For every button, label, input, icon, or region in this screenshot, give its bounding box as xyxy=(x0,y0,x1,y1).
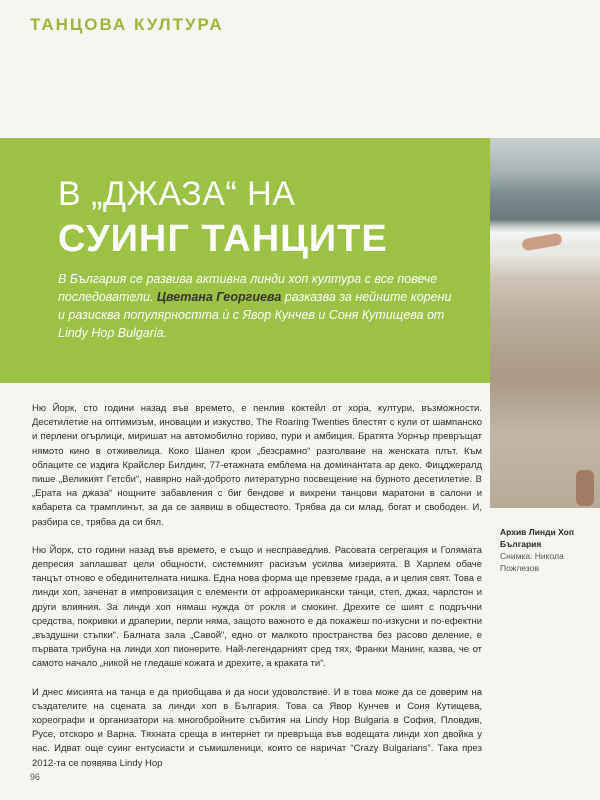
title-line-1: В „ДЖАЗА“ НА xyxy=(58,175,296,213)
article-paragraph: Ню Йорк, сто години назад във времето, е пенлив коктейл от хора, култури, възможности. Десетилетие на оптимизъм, иновации и изкуство, The Roaring Twenties блестят с кули от шампанско и перлени огърлици, миришат на автомобилно гориво, пури и амбиция. Братята Уорнър превръщат нямото кино в отживелица. Коко Шанел крои „безсрамно“ разголване на женската плът. Към облаците се издига Крайслер Билдинг, 77-етажната емблема на доминантата ар деко. Фицджералд пише „Великият Гетсби“, навярно най-доброто литературно посвещение на бурното десетилетие. В „Ерата на джаза“ нощните забавления с биг бендове и вихрени танцови маратони в салони и кабарета са трамплинът, за да се заявиш в обществото. Трябва да си млад, богат и свободен. И, разбира се, трябва да си бял. xyxy=(32,403,482,528)
photo-caption xyxy=(500,526,595,574)
page-number: 96 xyxy=(30,772,41,782)
lead-paragraph xyxy=(58,270,458,342)
section-tag: ТАНЦОВА КУЛТУРА xyxy=(30,15,224,34)
article-paragraph: Ню Йорк, сто години назад във времето, е също и несправедлив. Расовата сегрегация и Голямата депресия заплашват цели общности, системният расизъм усилва мизерията. В Харлем обаче танцът отново е обединителната нишка. Една нова форма ще превземе града, а и целия свят. Това е линди хоп, заченат в импровизация с елементи от афроамерикански танци, степ, джаз, чарлстон и други влияния. За линди хоп нямаш нужда от рокля и смокинг. Дрехите се шият с подръчни средства, покривки и драперии, перли няма, защото важното е да покажеш по-изкусни и по-ефектни „въздушни стъпки“. Балната зала „Савой“, едно от малкото пространства без расово деление, е първата трибуна на линди хоп пионерите. Най-легендарният сред тях, Франки Манинг, казва, че от самото начало „никой не гледаше кожата и дрехите, а краката ти“. xyxy=(32,544,482,670)
caption-photo-credit: Снимка: Никола Пожлезов xyxy=(500,551,564,573)
article-body xyxy=(32,402,482,785)
beach-photo xyxy=(490,138,600,508)
title-line-2: СУИНГ ТАНЦИТЕ xyxy=(58,218,388,260)
lead-part-1: В България се развива активна линди хоп култура с все повече последователи. xyxy=(58,272,438,304)
dancer-leg xyxy=(576,470,594,506)
article-paragraph: И днес мисията на танца е да приобщава и да носи удоволствие. И в това може да се доверим на създателите на сцената за линди хоп в България. Това са Явор Кунчев и Соня Кутищева, хореографи и организатори на многобройните събития на Lindy Hop Bulgaria в София, Пловдив, Русе, отскоро и Варна. Тяхната среща в интернет ги превръща във водещата линди хоп двойка у нас. Идват още суинг ентусиасти и съмишленици, които се наричат “Crazy Bulgarians”. Така през 2012-та се появява Lindy Hop xyxy=(32,686,482,769)
caption-title: Архив Линди Хоп България xyxy=(500,527,574,549)
lead-part-2: разказва за нейните корени и разисква популярността ѝ с Явор Кунчев и Соня Кутищева от Lindy Hop Bulgaria. xyxy=(58,290,452,340)
lead-author: Цветана Георгиева xyxy=(156,290,282,304)
